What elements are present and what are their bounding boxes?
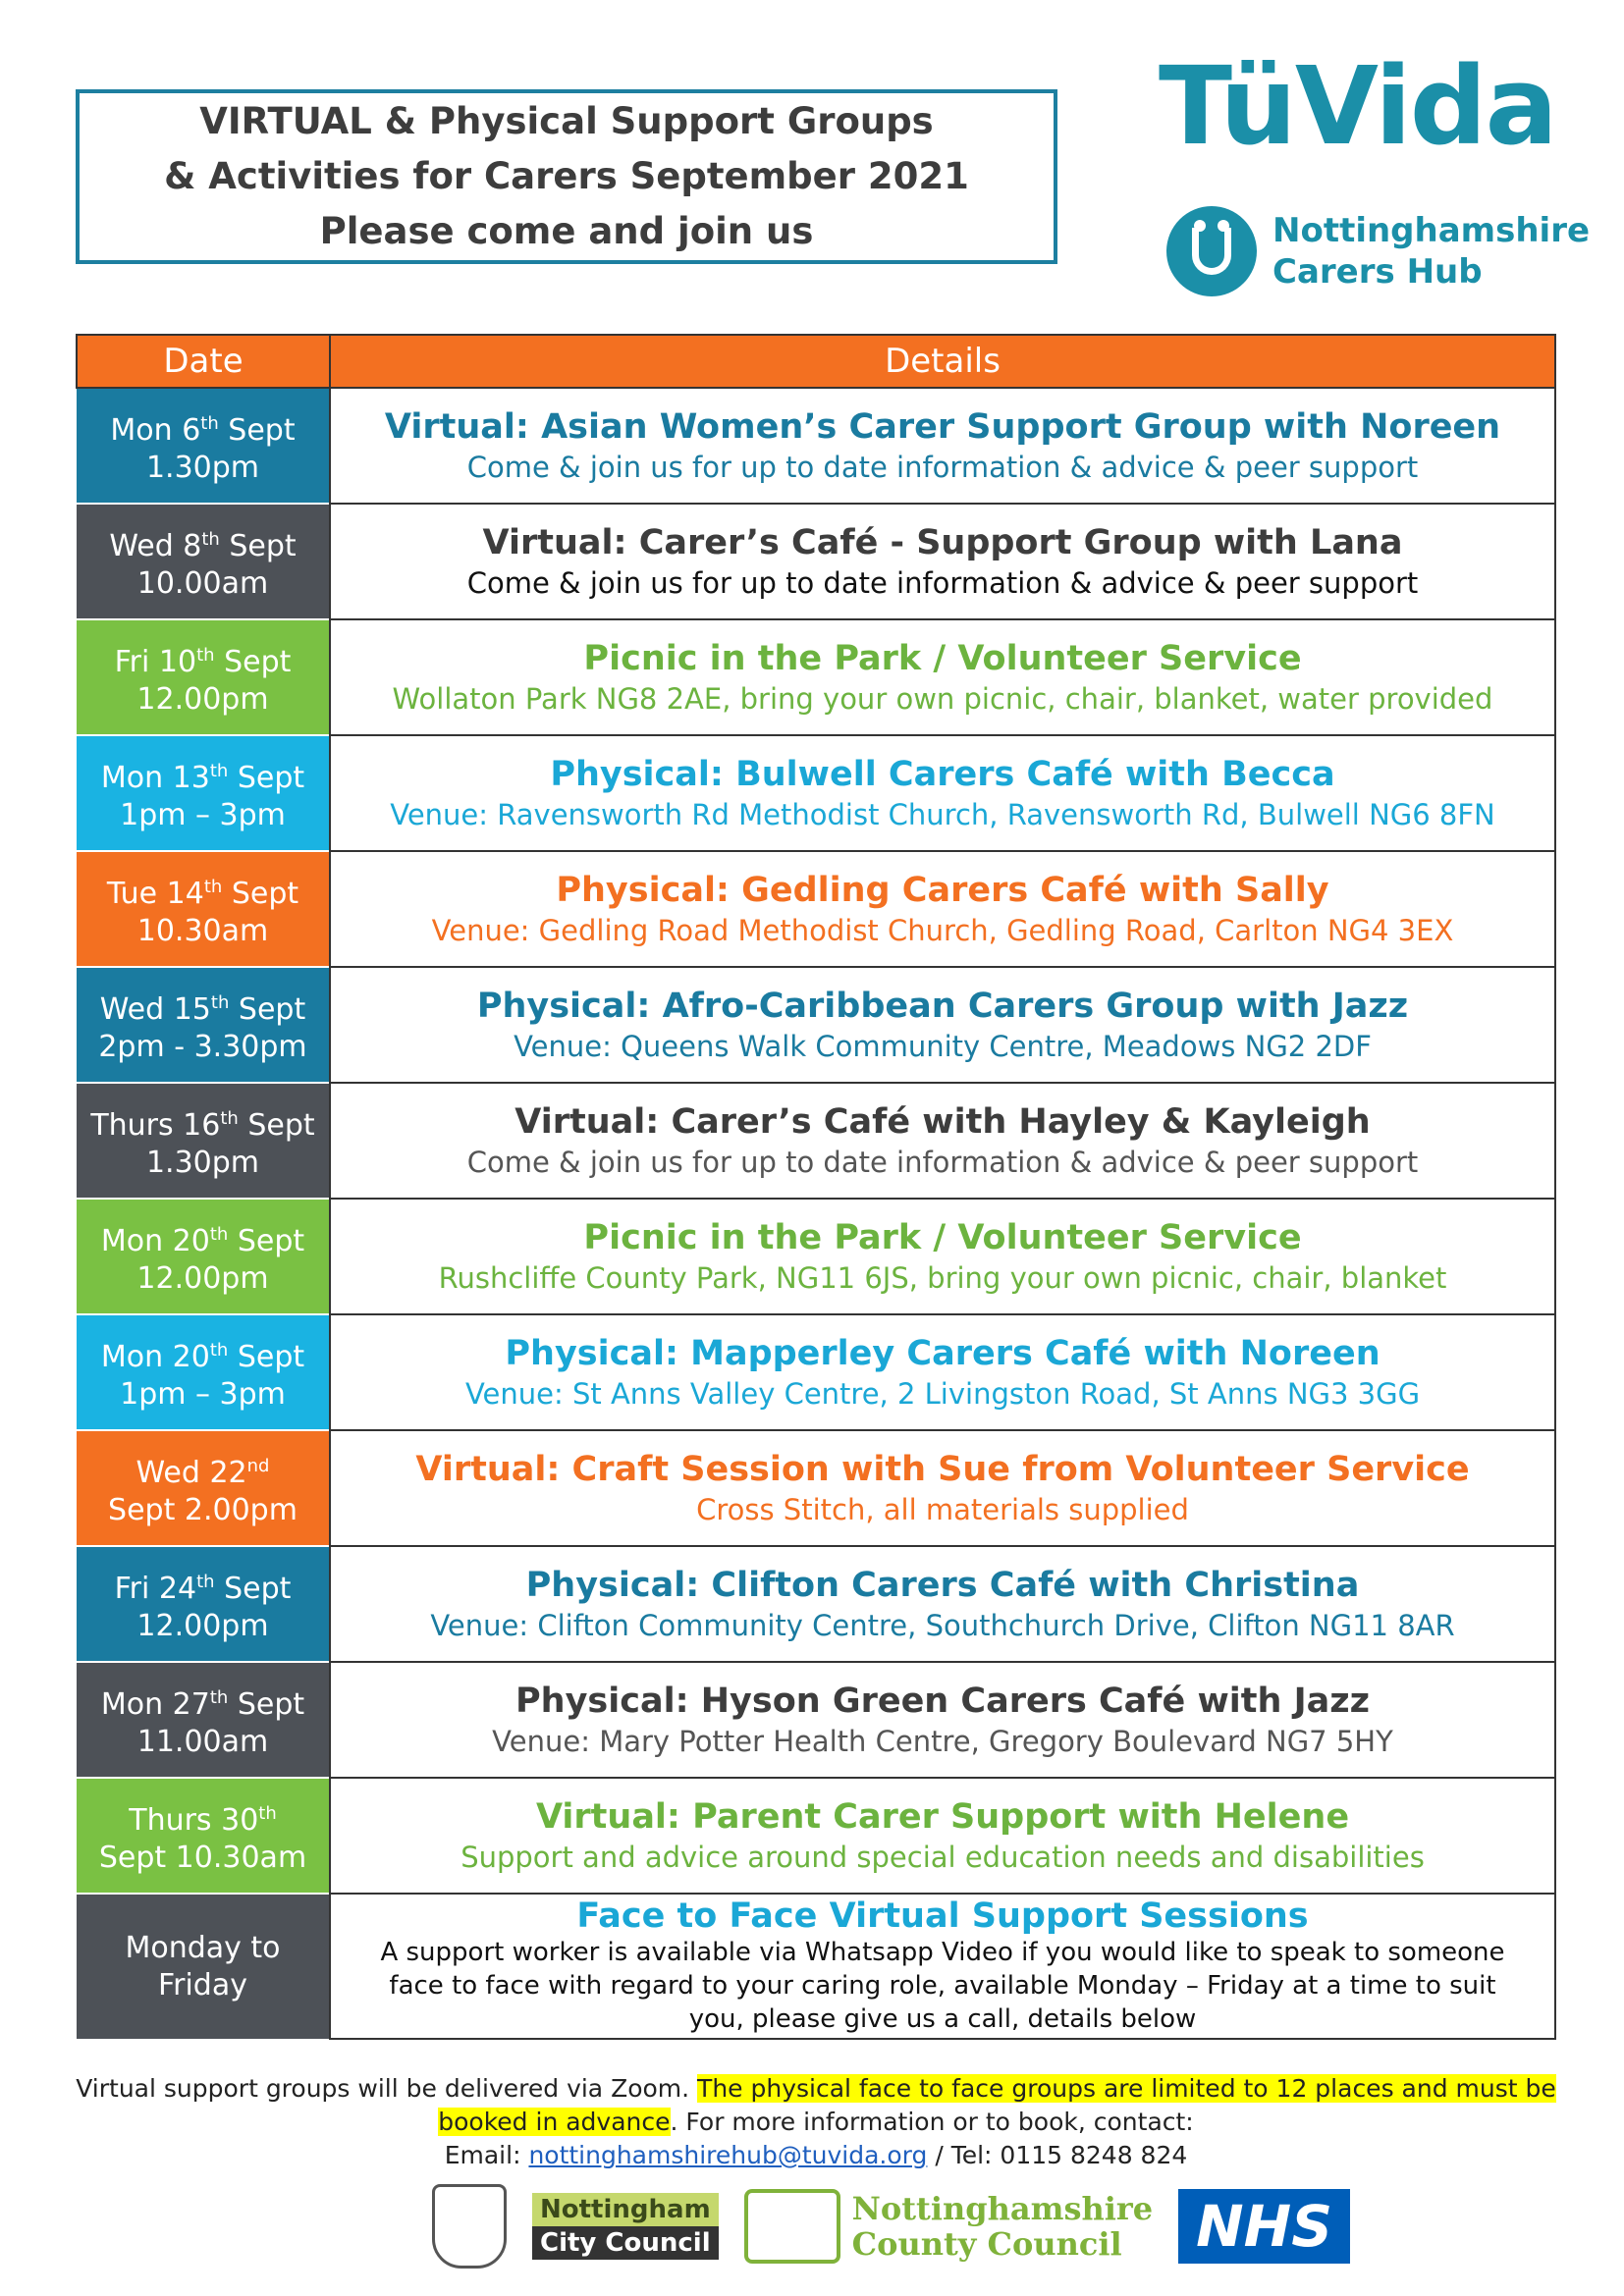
event-subtitle: Venue: Gedling Road Methodist Church, Gedling Road, Carlton NG4 3EX bbox=[431, 914, 1454, 947]
title-line-2: & Activities for Carers September 2021 bbox=[164, 155, 969, 197]
details-cell bbox=[330, 1083, 1555, 1199]
table-row bbox=[77, 388, 1555, 504]
date-cell: Mon 20th Sept 12.00pm bbox=[77, 1199, 330, 1314]
table-row bbox=[77, 1199, 1555, 1314]
title-line-1: VIRTUAL & Physical Support Groups bbox=[199, 100, 934, 142]
event-subtitle: Venue: St Anns Valley Centre, 2 Livingston Road, St Anns NG3 3GG bbox=[464, 1377, 1421, 1411]
event-subtitle: Venue: Clifton Community Centre, Southchurch Drive, Clifton NG11 8AR bbox=[430, 1609, 1455, 1642]
booking-highlight: The physical face to face groups are limited to 12 places and must be booked in advance bbox=[438, 2074, 1556, 2136]
header-date: Date bbox=[77, 335, 330, 388]
phone-number: / Tel: 0115 8248 824 bbox=[927, 2141, 1188, 2169]
event-title: Picnic in the Park / Volunteer Service bbox=[583, 639, 1302, 678]
event-title: Physical: Clifton Carers Café with Christina bbox=[525, 1566, 1360, 1605]
date-cell: Mon 20th Sept 1pm – 3pm bbox=[77, 1314, 330, 1430]
details-cell bbox=[330, 851, 1555, 967]
event-title: Virtual: Carer’s Café - Support Group with Lana bbox=[482, 523, 1403, 562]
details-cell bbox=[330, 1778, 1555, 1894]
event-subtitle: Cross Stitch, all materials supplied bbox=[696, 1493, 1189, 1526]
nottinghamshire-county-council-logo: Nottinghamshire County Council bbox=[744, 2189, 1153, 2264]
table-row bbox=[77, 1662, 1555, 1778]
date-cell: Mon 27th Sept 11.00am bbox=[77, 1662, 330, 1778]
event-title: Virtual: Asian Women’s Carer Support Group with Noreen bbox=[384, 407, 1501, 447]
email-link[interactable]: nottinghamshirehub@tuvida.org bbox=[528, 2141, 928, 2169]
nottingham-city-council-logo: Nottingham City Council bbox=[532, 2193, 719, 2260]
details-cell bbox=[330, 619, 1555, 735]
table-row bbox=[77, 967, 1555, 1083]
table-row bbox=[77, 1894, 1555, 2039]
date-cell: Monday to Friday bbox=[77, 1894, 330, 2039]
event-subtitle: Venue: Ravensworth Rd Methodist Church, Ravensworth Rd, Bulwell NG6 8FN bbox=[390, 798, 1495, 831]
date-cell: Mon 13th Sept 1pm – 3pm bbox=[77, 735, 330, 851]
carers-hub-icon bbox=[1166, 206, 1257, 296]
details-cell bbox=[330, 1546, 1555, 1662]
tree-icon bbox=[744, 2189, 840, 2264]
carers-hub-logo bbox=[1166, 206, 1590, 296]
event-title: Physical: Hyson Green Carers Café with Jazz bbox=[515, 1682, 1370, 1721]
details-cell bbox=[330, 967, 1555, 1083]
table-row bbox=[77, 1083, 1555, 1199]
table-row bbox=[77, 851, 1555, 967]
table-row bbox=[77, 1546, 1555, 1662]
table-row bbox=[77, 1430, 1555, 1546]
date-cell: Fri 10th Sept 12.00pm bbox=[77, 619, 330, 735]
event-title: Virtual: Craft Session with Sue from Volunteer Service bbox=[415, 1450, 1470, 1489]
details-cell bbox=[330, 1430, 1555, 1546]
title-line-3: Please come and join us bbox=[319, 210, 814, 252]
date-cell: Mon 6th Sept 1.30pm bbox=[77, 388, 330, 504]
date-cell: Wed 22nd Sept 2.00pm bbox=[77, 1430, 330, 1546]
hub-name-line2: Carers Hub bbox=[1272, 252, 1483, 292]
header-details: Details bbox=[330, 335, 1555, 388]
nhs-logo: NHS bbox=[1178, 2189, 1350, 2264]
event-subtitle: Come & join us for up to date information & advice & peer support bbox=[466, 451, 1419, 484]
table-row bbox=[77, 504, 1555, 619]
details-cell bbox=[330, 504, 1555, 619]
tuvida-logo: TüVida bbox=[1159, 43, 1556, 169]
date-cell: Wed 15th Sept 2pm - 3.30pm bbox=[77, 967, 330, 1083]
event-title: Face to Face Virtual Support Sessions bbox=[576, 1896, 1309, 1936]
event-body: A support worker is available via Whatsapp Video if you would like to speak to someone face to face with regard to your caring role, available Monday – Friday at a time to suit you, please give us a call, details below bbox=[380, 1938, 1505, 2034]
schedule-table bbox=[76, 334, 1556, 2040]
details-cell bbox=[330, 1199, 1555, 1314]
date-cell: Thurs 16th Sept 1.30pm bbox=[77, 1083, 330, 1199]
title-box bbox=[76, 89, 1057, 264]
partner-logos bbox=[432, 2184, 1350, 2269]
date-cell: Wed 8th Sept 10.00am bbox=[77, 504, 330, 619]
details-cell bbox=[330, 1894, 1555, 2039]
details-cell bbox=[330, 1662, 1555, 1778]
event-title: Physical: Gedling Carers Café with Sally bbox=[556, 871, 1329, 910]
table-row bbox=[77, 1314, 1555, 1430]
event-title: Physical: Mapperley Carers Café with Noreen bbox=[505, 1334, 1380, 1373]
event-subtitle: Rushcliffe County Park, NG11 6JS, bring your own picnic, chair, blanket bbox=[438, 1261, 1447, 1295]
city-crest-icon bbox=[432, 2184, 507, 2269]
date-cell: Thurs 30th Sept 10.30am bbox=[77, 1778, 330, 1894]
table-row bbox=[77, 1778, 1555, 1894]
event-subtitle: Venue: Queens Walk Community Centre, Meadows NG2 2DF bbox=[514, 1030, 1372, 1063]
event-subtitle: Support and advice around special education needs and disabilities bbox=[460, 1841, 1425, 1874]
table-row bbox=[77, 735, 1555, 851]
details-cell bbox=[330, 1314, 1555, 1430]
event-title: Picnic in the Park / Volunteer Service bbox=[583, 1218, 1302, 1257]
event-title: Physical: Afro-Caribbean Carers Group with Jazz bbox=[476, 987, 1409, 1026]
details-cell bbox=[330, 735, 1555, 851]
table-row bbox=[77, 619, 1555, 735]
event-subtitle: Come & join us for up to date information & advice & peer support bbox=[466, 566, 1419, 600]
details-cell bbox=[330, 388, 1555, 504]
event-subtitle: Come & join us for up to date information & advice & peer support bbox=[466, 1146, 1419, 1179]
hub-name-line1: Nottinghamshire bbox=[1272, 211, 1591, 250]
footer-note: Virtual support groups will be delivered via Zoom. The physical face to face groups are limited to 12 places and must be booked in advance. For more information or to book, contact: Email: nottinghamshirehub@tuvida.org / Tel: 0115 8248 824 bbox=[76, 2074, 1556, 2169]
event-subtitle: Wollaton Park NG8 2AE, bring your own picnic, chair, blanket, water provided bbox=[392, 682, 1493, 716]
date-cell: Tue 14th Sept 10.30am bbox=[77, 851, 330, 967]
date-cell: Fri 24th Sept 12.00pm bbox=[77, 1546, 330, 1662]
event-subtitle: Venue: Mary Potter Health Centre, Gregory Boulevard NG7 5HY bbox=[492, 1725, 1393, 1758]
event-title: Virtual: Parent Carer Support with Helene bbox=[535, 1797, 1350, 1837]
event-title: Virtual: Carer’s Café with Hayley & Kayleigh bbox=[514, 1102, 1371, 1142]
event-title: Physical: Bulwell Carers Café with Becca bbox=[550, 755, 1335, 794]
